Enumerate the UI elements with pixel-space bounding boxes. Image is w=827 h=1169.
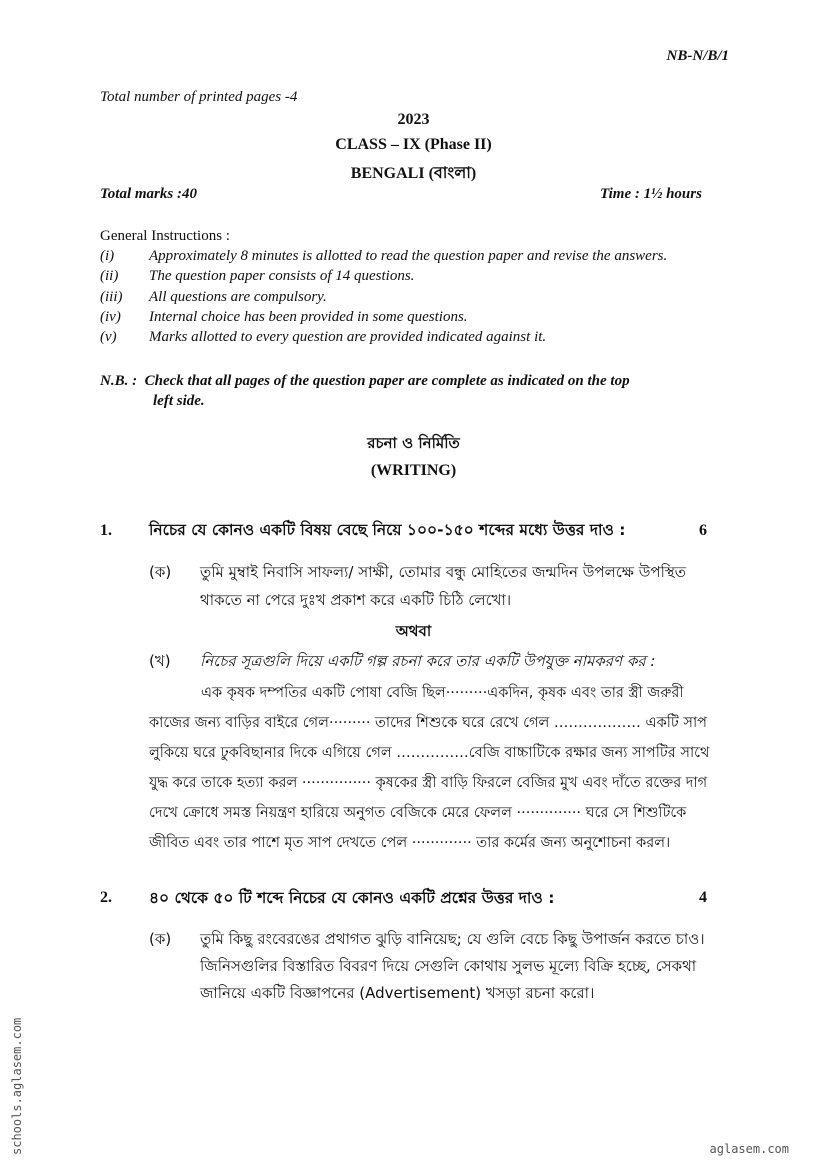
question-number: 1. [100, 522, 112, 539]
option-text-line: তুমি মুম্বাই নিবাসি সাফল্য/ সাক্ষী, তোমার বন্ধু মোহিতের জন্মদিন উপলক্ষে উপস্থিত [200, 563, 687, 581]
instruction-text: All questions are compulsory. [149, 289, 327, 305]
instruction-number: (v) [100, 329, 117, 345]
nb-line-1: Check that all pages of the question paper are complete as indicated on the top [144, 373, 630, 389]
paper-code: NB-N/B/1 [666, 48, 729, 64]
nb-note [100, 371, 630, 411]
instruction-text: The question paper consists of 14 questions. [149, 268, 415, 284]
or-separator: অথবা [395, 622, 432, 640]
option-text-line: তুমি কিছু রংবেরঙের প্রথাগত ঝুড়ি বানিয়েছ; যে গুলি বেচে কিছু উপার্জন করতে চাও। [200, 930, 705, 948]
story-hints-paragraph: এক কৃষক দম্পতির একটি পোষা বেজি ছিল·········একদিন, কৃষক এবং তার স্ত্রী জরুরী কাজের জন্য বাড়ির বাইরে গেল········· তাদের শিশুকে ঘরে রেখে গেল ……………… একটি সাপ লুকিয়ে ঘরে ঢুকবিছানার দিকে এগিয়ে গেল ……………বেজি বাচ্চাটিকে রক্ষার জন্য সাপটির সাথে যুদ্ধ করে তাকে হত্যা করল ··············· কৃষকের স্ত্রী বাড়ি ফিরলে বেজির মুখ এবং দাঁতে রক্তের দাগ দেখে ক্রোধে সমস্ত নিয়ন্ত্রণ হারিয়ে অনুগত বেজিকে মেরে ফেলল ·············· ঘরে সে শিশুটিকে জীবিত এবং তার পাশে মৃত সাপ দেখতে পেল ············· তার কর্মের জন্য অনুশোচনা করল। [149, 685, 710, 851]
instruction-text: Internal choice has been provided in some questions. [149, 309, 468, 325]
instruction-item [100, 329, 546, 346]
question-marks: 4 [699, 889, 707, 906]
instruction-text: Marks allotted to every question are provided indicated against it. [149, 329, 547, 345]
option-label: (খ) [149, 652, 171, 670]
instruction-number: (ii) [100, 268, 119, 284]
option-text-line: জিনিসগুলির বিস্তারিত বিবরণ দিয়ে সেগুলি কোথায় সুলভ মূল্যে বিক্রি হচ্ছে, সেকথা [200, 957, 697, 975]
instruction-item [100, 268, 414, 285]
instruction-number: (iv) [100, 309, 121, 325]
exam-year: 2023 [397, 111, 430, 128]
instruction-number: (i) [100, 248, 115, 264]
section-title-bengali: রচনা ও নির্মিতি [367, 434, 460, 452]
instruction-item [100, 248, 667, 265]
side-watermark: schools.aglasem.com [10, 1017, 24, 1155]
option-text-line: জানিয়ে একটি বিজ্ঞাপনের (Advertisement) খসড়া রচনা করো। [200, 984, 595, 1002]
instruction-item [100, 289, 327, 306]
option-label: (ক) [149, 930, 172, 948]
section-title-english: (WRITING) [370, 462, 457, 479]
bottom-watermark: aglasem.com [709, 1142, 789, 1156]
printed-pages-note: Total number of printed pages -4 [100, 89, 298, 105]
instruction-text: Approximately 8 minutes is allotted to read the question paper and revise the answers. [149, 248, 668, 264]
nb-label: N.B. : [100, 373, 138, 389]
subject-line: BENGALI (বাংলা) [350, 165, 477, 182]
option-label: (ক) [149, 563, 172, 581]
option-text-line: থাকতে না পেরে দুঃখ প্রকাশ করে একটি চিঠি লেখো। [200, 591, 512, 609]
instructions-title: General Instructions : [100, 228, 230, 244]
nb-line-2: left side. [153, 393, 205, 409]
total-marks: Total marks :40 [100, 186, 197, 202]
time-allowed: Time : 1½ hours [600, 186, 702, 202]
instruction-item [100, 309, 468, 326]
class-line: CLASS – IX (Phase II) [335, 136, 492, 153]
question-text: নিচের যে কোনও একটি বিষয় বেছে নিয়ে ১০০-১৫০ শব্দের মধ্যে উত্তর দাও : [149, 521, 626, 539]
question-text: ৪০ থেকে ৫০ টি শব্দে নিচের যে কোনও একটি প্রশ্নের উত্তর দাও : [149, 889, 555, 907]
question-number: 2. [100, 889, 112, 906]
question-marks: 6 [699, 522, 707, 539]
option-text: নিচের সূত্রগুলি দিয়ে একটি গল্প রচনা করে তার একটি উপযুক্ত নামকরণ কর : [200, 652, 656, 670]
instruction-number: (iii) [100, 289, 123, 305]
